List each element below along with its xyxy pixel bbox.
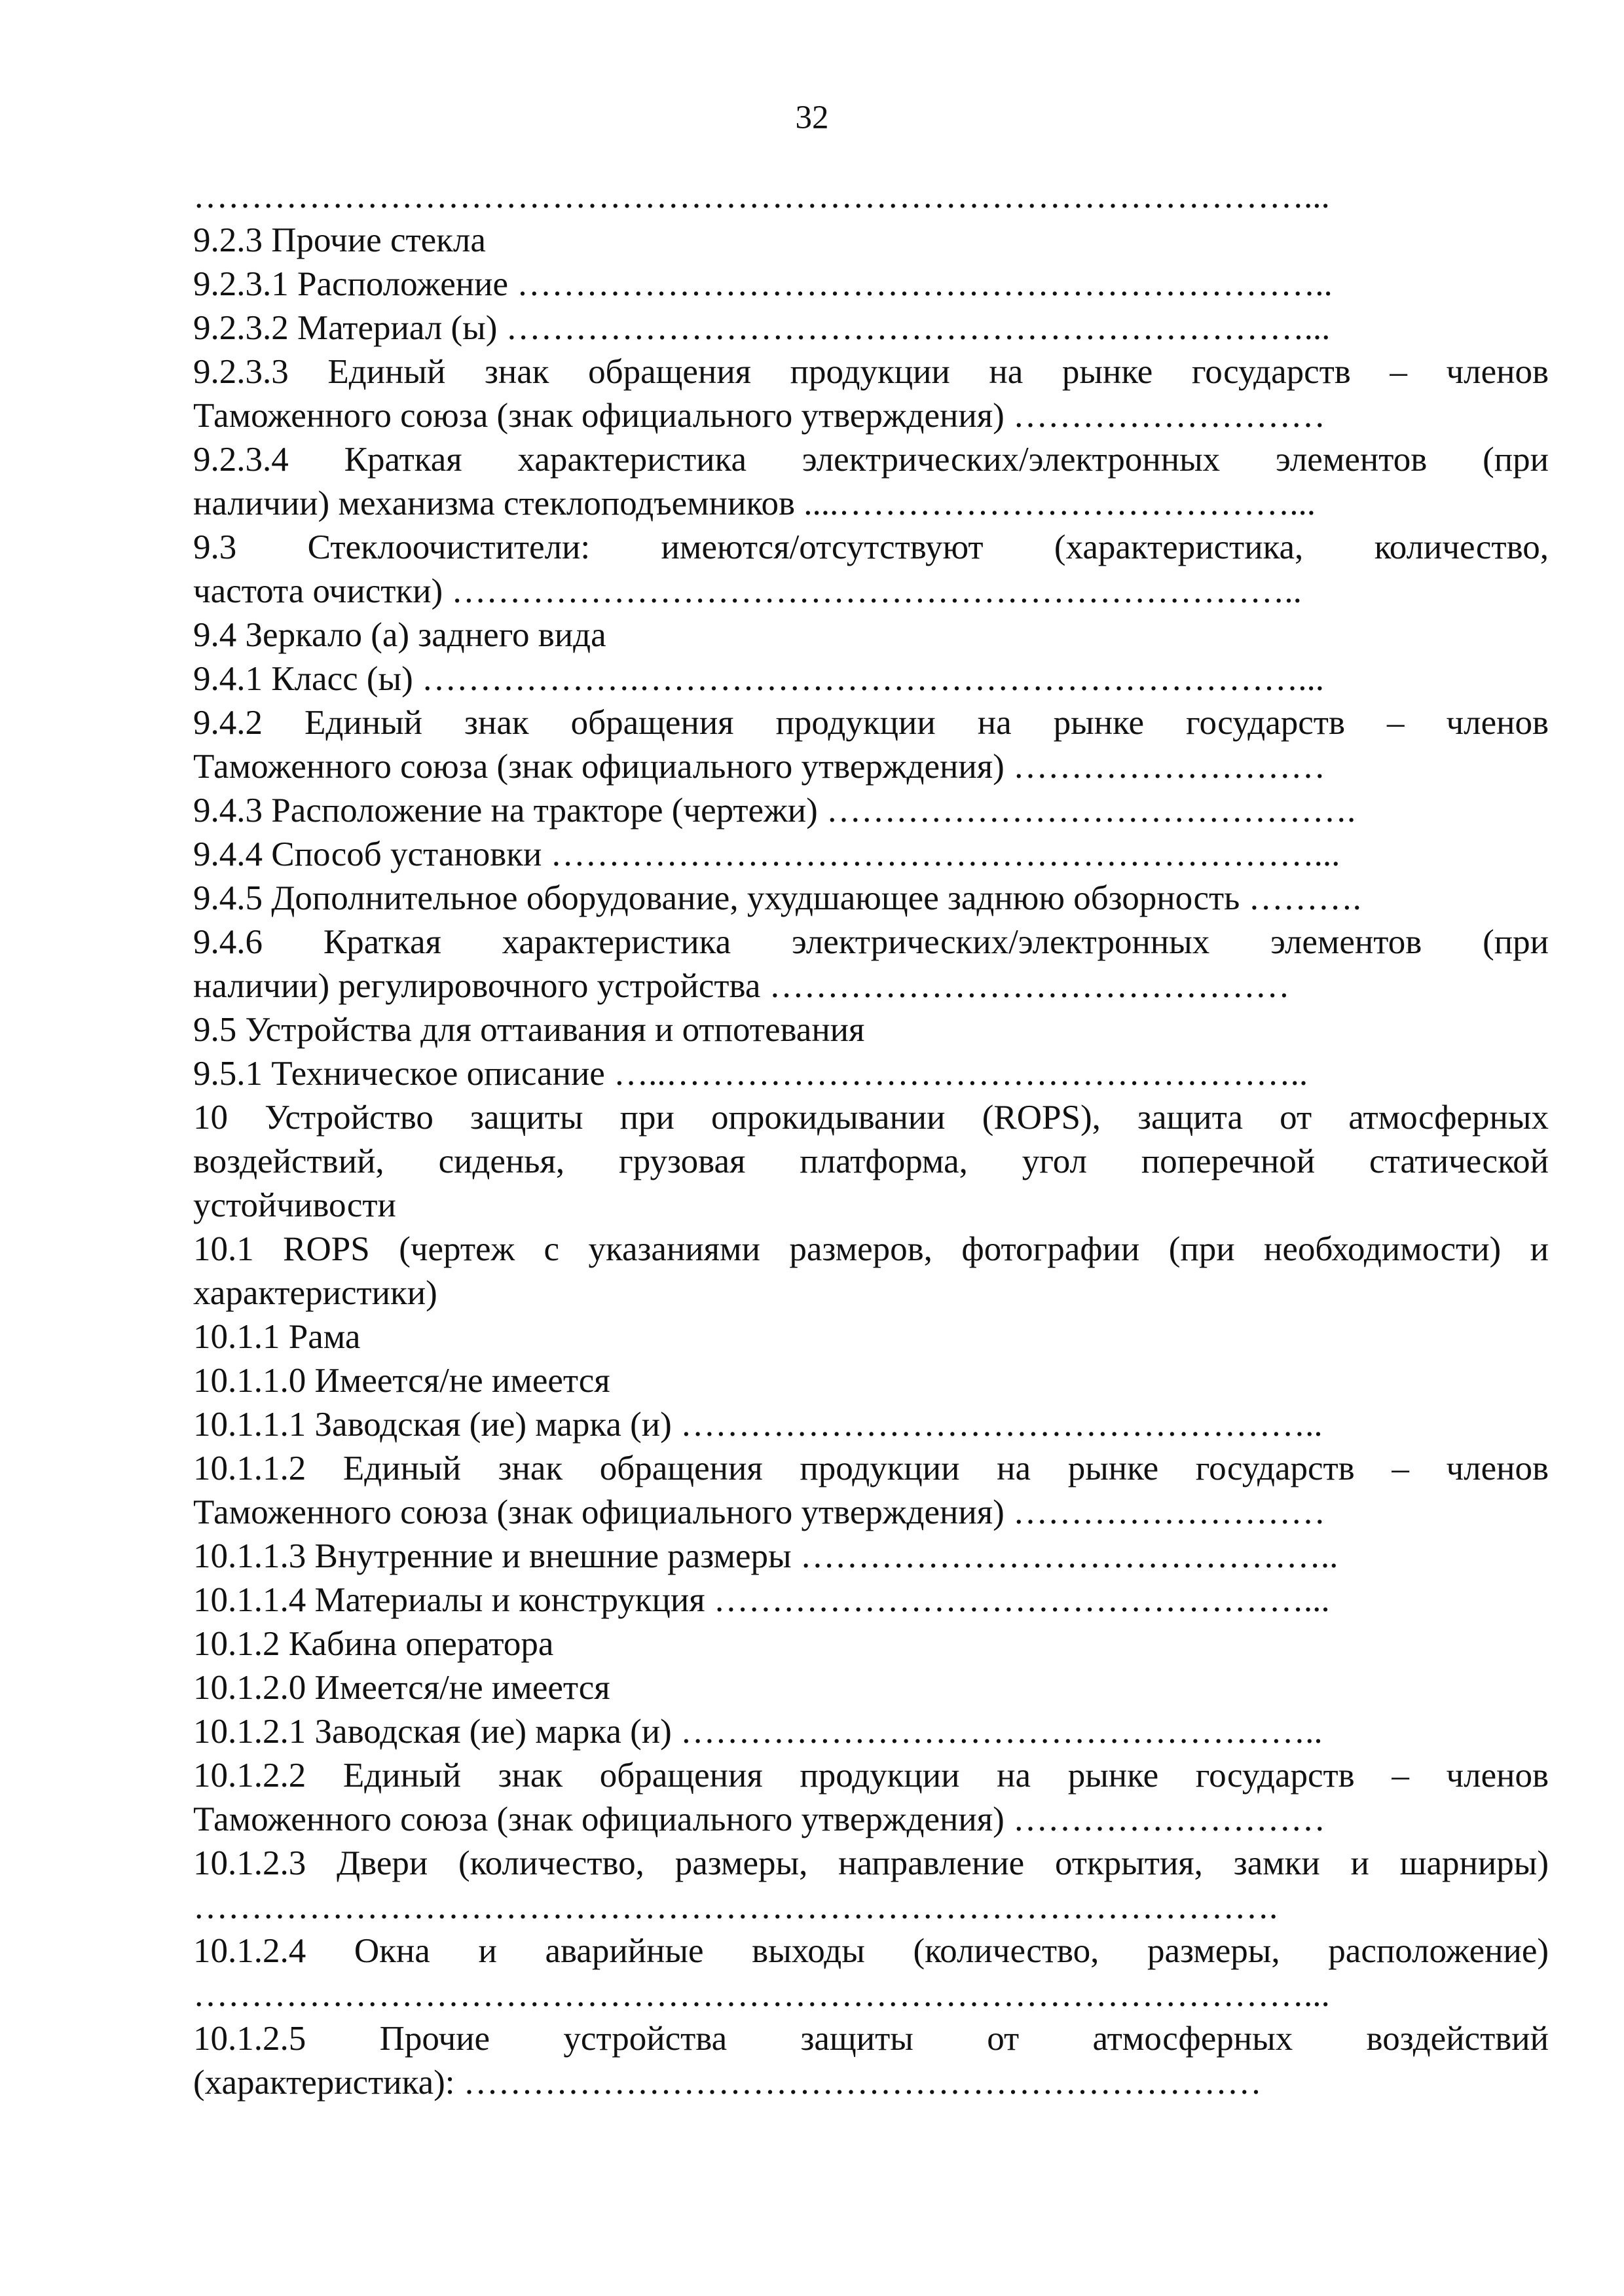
document-line: Таможенного союза (знак официального утверждения) ……………………… [193,397,1326,435]
document-line: 9.2.3.4 Краткая характеристика электрических/электронных элементов (при [193,441,1549,479]
document-line: ……………………………………………………………………………………... [193,177,1330,215]
document-line: 9.2.3.1 Расположение …………………………………………………………….. [193,265,1333,303]
document-line: 9.2.3.2 Материал (ы) ……………………………………………………………... [193,309,1331,347]
document-line: 9.4.5 Дополнительное оборудование, ухудшающее заднюю обзорность ………. [193,879,1361,917]
document-line: 10.1.1.2 Единый знак обращения продукции на рынке государств – членов [193,1449,1549,1487]
document-line: 9.4.3 Расположение на тракторе (чертежи) ………………………………………. [193,792,1356,829]
document-line: 10.1.2.4 Окна и аварийные выходы (количество, размеры, расположение) [193,1932,1549,1970]
document-line: 10.1.1.4 Материалы и конструкция ……………………………………………... [193,1581,1330,1619]
document-line: наличии) механизма стеклоподъемников ....…………………………………... [193,484,1316,522]
document-line: 9.3 Стеклоочистители: имеются/отсутствуют (характеристика, количество, [193,528,1549,566]
document-line: наличии) регулировочного устройства ……………………………………… [193,967,1290,1005]
document-line: …………………………………………………………………………………. [193,1888,1278,1926]
document-line: 9.4.1 Класс (ы) ……………….…………………………………………………... [193,660,1325,698]
document-line: 10.1.1.0 Имеется/не имеется [193,1362,610,1400]
document-line: Таможенного союза (знак официального утверждения) ……………………… [193,1493,1326,1531]
document-line: 9.4.6 Краткая характеристика электрических/электронных элементов (при [193,923,1549,961]
document-line: 9.2.3 Прочие стекла [193,221,486,259]
document-line: 10.1.2.1 Заводская (ие) марка (и) ……………………………………………….. [193,1713,1323,1751]
document-line: Таможенного союза (знак официального утверждения) ……………………… [193,1800,1326,1838]
document-line: частота очистки) ……………………………………………………………….. [193,572,1302,610]
document-line: характеристики) [193,1274,437,1312]
document-line: воздействий, сиденья, грузовая платформа, угол поперечной статической [193,1142,1549,1180]
document-line: 9.5 Устройства для оттаивания и отпотевания [193,1011,865,1049]
document-line: 10.1.2.5 Прочие устройства защиты от атмосферных воздействий [193,2020,1549,2058]
document-line: 10.1.1.3 Внутренние и внешние размеры ……………………………………….. [193,1537,1338,1575]
document-line: 10.1.2.2 Единый знак обращения продукции на рынке государств – членов [193,1757,1549,1795]
document-line: 10.1.2.3 Двери (количество, размеры, направление открытия, замки и шарниры) [193,1844,1549,1882]
document-line: ……………………………………………………………………………………... [193,1976,1330,2014]
document-line: 10 Устройство защиты при опрокидывании (ROPS), защита от атмосферных [193,1099,1549,1137]
document-line: 10.1.2 Кабина оператора [193,1625,554,1663]
document-line: 9.4.2 Единый знак обращения продукции на рынке государств – членов [193,704,1549,742]
document-line: 10.1 ROPS (чертеж с указаниями размеров, фотографии (при необходимости) и [193,1230,1549,1268]
document-line: 9.4.4 Способ установки …………………………………………………………... [193,835,1340,873]
document-line: 10.1.1 Рама [193,1318,361,1356]
document-body [193,175,1549,2105]
document-line: Таможенного союза (знак официального утверждения) ……………………… [193,748,1326,786]
document-line: устойчивости [193,1186,396,1224]
document-line: 9.2.3.3 Единый знак обращения продукции на рынке государств – членов [193,353,1549,391]
document-line: (характеристика): …………………………………………………………… [193,2064,1262,2102]
document-line: 9.5.1 Техническое описание …..……………………………………………….. [193,1055,1308,1093]
page-number: 32 [795,100,829,136]
document-line: 9.4 Зеркало (а) заднего вида [193,616,606,654]
document-line: 10.1.1.1 Заводская (ие) марка (и) ……………………………………………….. [193,1406,1323,1444]
document-line: 10.1.2.0 Имеется/не имеется [193,1669,610,1707]
